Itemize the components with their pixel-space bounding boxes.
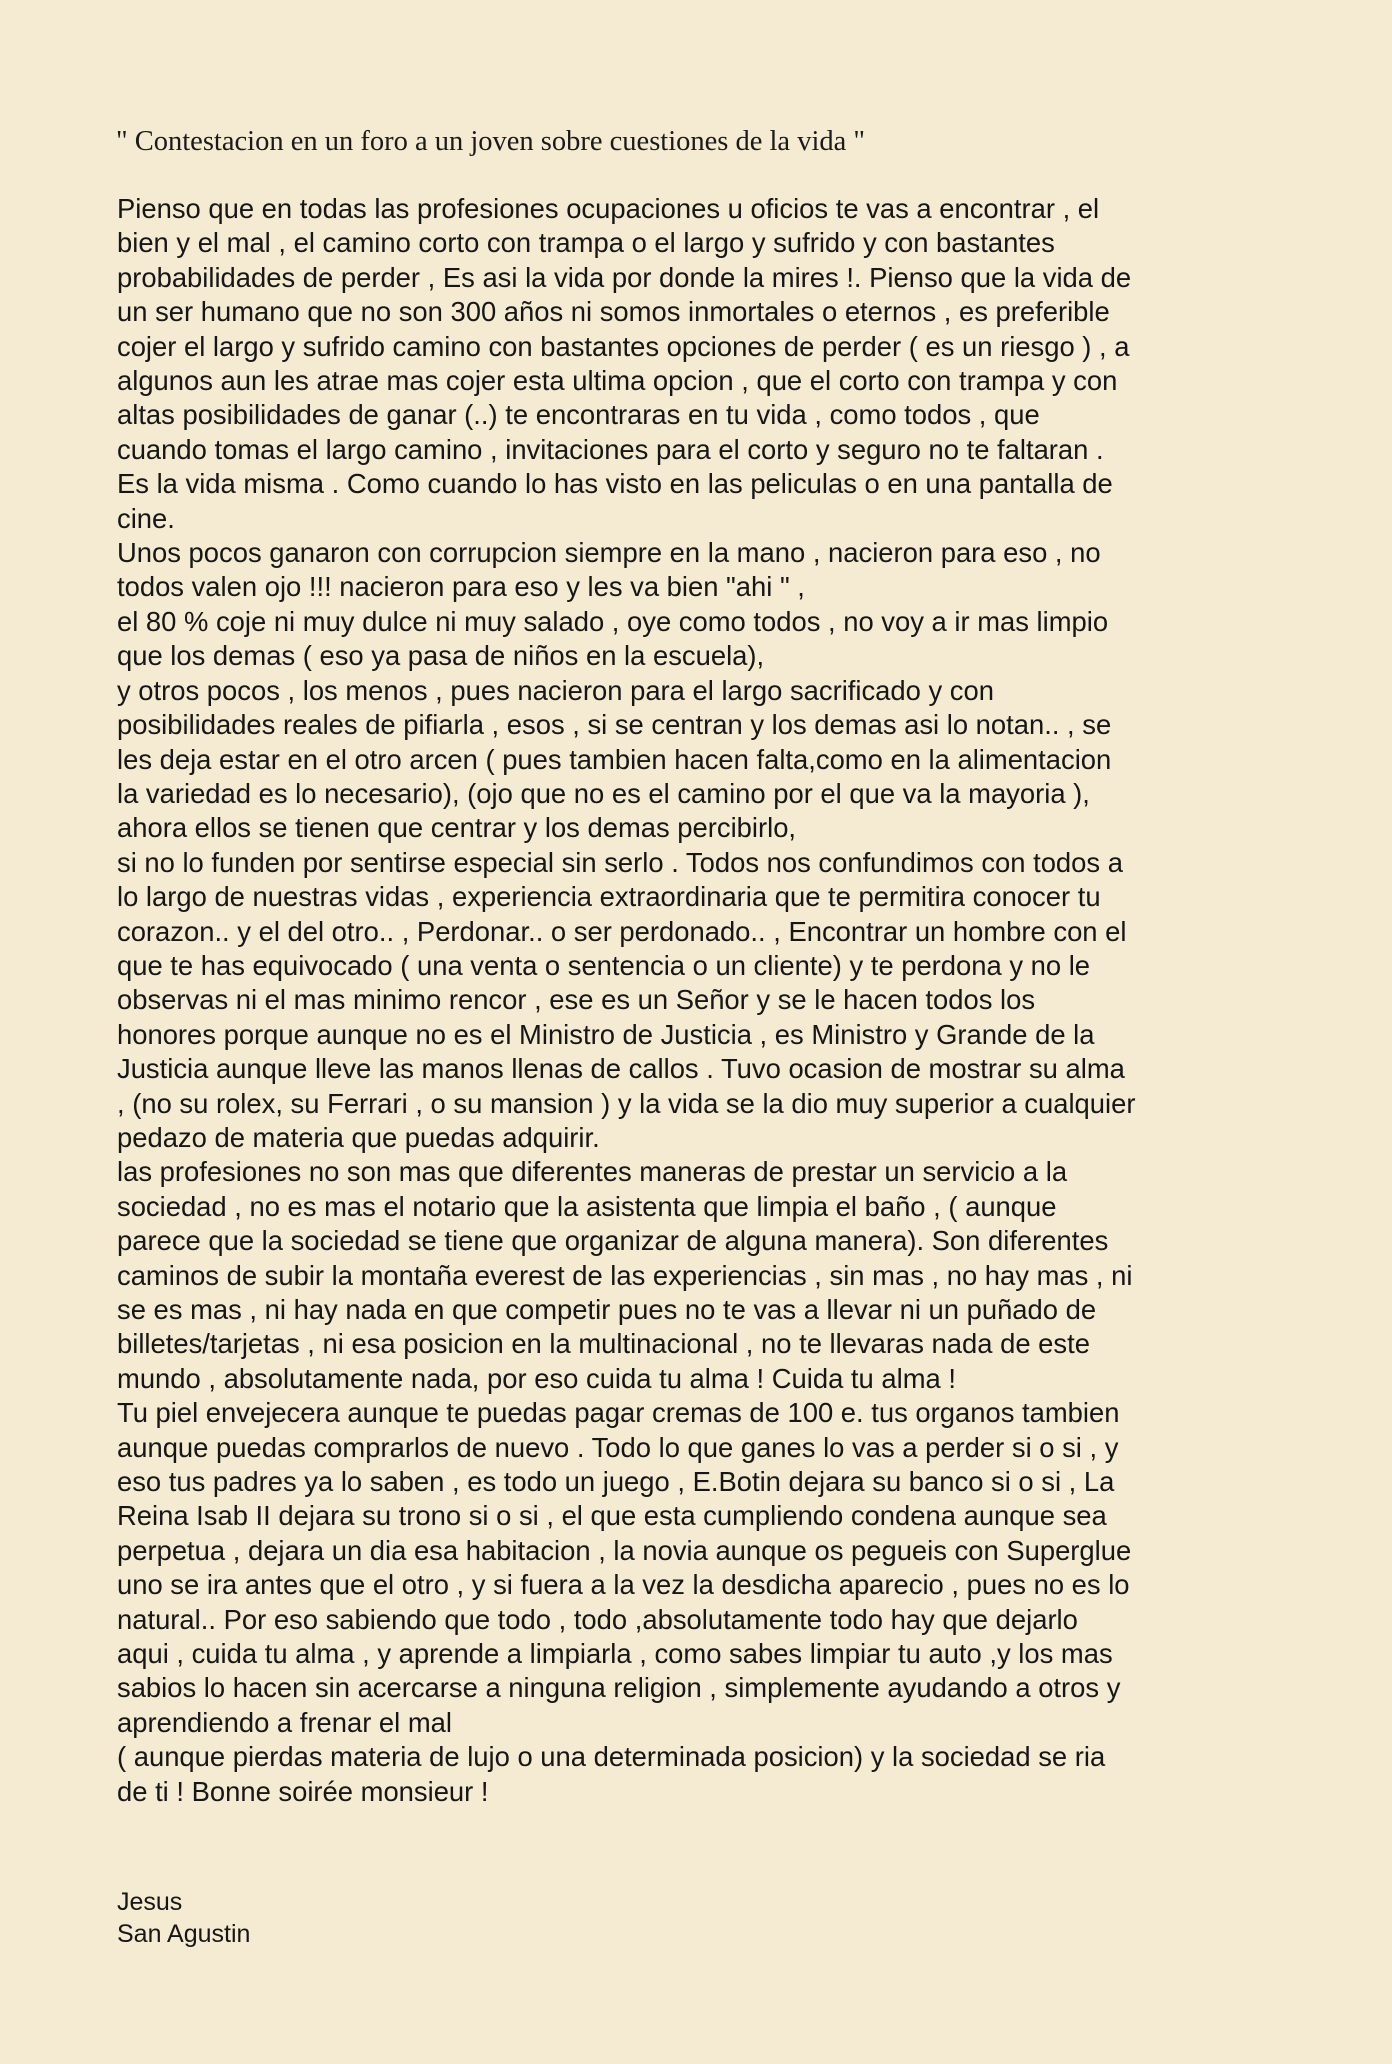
body-line: la variedad es lo necesario), (ojo que no es el camino por el que va la mayoria ), bbox=[117, 777, 1090, 809]
body-line: Pienso que en todas las profesiones ocupaciones u oficios te vas a encontrar , el bbox=[117, 193, 1100, 224]
body-line: honores porque aunque no es el Ministro de Justicia , es Ministro y Grande de la bbox=[117, 1018, 1095, 1050]
body-line: lo largo de nuestras vidas , experiencia extraordinaria que te permitira conocer tu bbox=[117, 881, 1101, 913]
body-line: perpetua , dejara un dia esa habitacion , la novia aunque os pegueis con Superglue bbox=[117, 1534, 1132, 1566]
body-line: Justicia aunque lleve las manos llenas de callos . Tuvo ocasion de mostrar su alma bbox=[117, 1053, 1125, 1085]
body-line: que los demas ( eso ya pasa de niños en la escuela), bbox=[117, 640, 765, 672]
body-line: posibilidades reales de pifiarla , esos , si se centran y los demas asi lo notan.. , se bbox=[117, 709, 1112, 741]
body-line: observas ni el mas minimo rencor , ese es un Señor y se le hacen todos los bbox=[117, 984, 1036, 1016]
body-line: Es la vida misma . Como cuando lo has visto en las peliculas o en una pantalla de bbox=[117, 468, 1113, 500]
signature-name: Jesus bbox=[117, 1888, 183, 1916]
body-line: todos valen ojo !!! nacieron para eso y les va bien "ahi " , bbox=[117, 571, 805, 603]
body-line: aqui , cuida tu alma , y aprende a limpiarla , como sabes limpiar tu auto ,y los mas bbox=[117, 1638, 1113, 1670]
signature-place: San Agustin bbox=[117, 1920, 251, 1948]
body-line: Unos pocos ganaron con corrupcion siempre en la mano , nacieron para eso , no bbox=[117, 537, 1101, 569]
body-line: cine. bbox=[117, 502, 175, 534]
body-line: algunos aun les atrae mas cojer esta ultima opcion , que el corto con trampa y con bbox=[117, 365, 1118, 397]
body-line: ahora ellos se tienen que centrar y los demas percibirlo, bbox=[117, 812, 797, 844]
body-line: de ti ! Bonne soirée monsieur ! bbox=[117, 1775, 489, 1807]
body-line: parece que la sociedad se tiene que organizar de alguna manera). Son diferentes bbox=[117, 1225, 1109, 1257]
body-line: cuando tomas el largo camino , invitaciones para el corto y seguro no te faltaran . bbox=[117, 433, 1104, 465]
document-body bbox=[117, 192, 1387, 1809]
body-line: Reina Isab II dejara su trono si o si , el que esta cumpliendo condena aunque sea bbox=[117, 1500, 1107, 1532]
body-line: cojer el largo y sufrido camino con bastantes opciones de perder ( es un riesgo ) , a bbox=[117, 330, 1130, 362]
body-line: aunque puedas comprarlos de nuevo . Todo lo que ganes lo vas a perder si o si , y bbox=[117, 1431, 1119, 1463]
body-line: , (no su rolex, su Ferrari , o su mansion ) y la vida se la dio muy superior a cualquier bbox=[117, 1087, 1136, 1119]
body-line: Tu piel envejecera aunque te puedas pagar cremas de 100 e. tus organos tambien bbox=[117, 1397, 1120, 1429]
body-line: corazon.. y el del otro.. , Perdonar.. o ser perdonado.. , Encontrar un hombre con el bbox=[117, 915, 1127, 947]
body-line: caminos de subir la montaña everest de las experiencias , sin mas , no hay mas , ni bbox=[117, 1259, 1133, 1291]
body-line: un ser humano que no son 300 años ni somos inmortales o eternos , es preferible bbox=[117, 296, 1110, 328]
body-line: eso tus padres ya lo saben , es todo un juego , E.Botin dejara su banco si o si , La bbox=[117, 1466, 1115, 1498]
body-line: si no lo funden por sentirse especial sin serlo . Todos nos confundimos con todos a bbox=[117, 846, 1123, 878]
body-line: bien y el mal , el camino corto con trampa o el largo y sufrido y con bastantes bbox=[117, 227, 1055, 259]
body-line: se es mas , ni hay nada en que competir pues no te vas a llevar ni un puñado de bbox=[117, 1294, 1097, 1325]
body-line: y otros pocos , los menos , pues nacieron para el largo sacrificado y con bbox=[117, 674, 994, 706]
body-line: sabios lo hacen sin acercarse a ninguna religion , simplemente ayudando a otros y bbox=[117, 1672, 1121, 1704]
document-title: " Contestacion en un foro a un joven sobre cuestiones de la vida " bbox=[116, 126, 866, 157]
body-line: el 80 % coje ni muy dulce ni muy salado , oye como todos , no voy a ir mas limpio bbox=[117, 605, 1109, 637]
body-line: les deja estar en el otro arcen ( pues tambien hacen falta,como en la alimentacion bbox=[117, 743, 1112, 775]
body-line: uno se ira antes que el otro , y si fuera a la vez la desdicha aparecio , pues no es lo bbox=[117, 1569, 1130, 1601]
body-line: ( aunque pierdas materia de lujo o una determinada posicion) y la sociedad se ria bbox=[117, 1741, 1106, 1773]
body-line: sociedad , no es mas el notario que la asistenta que limpia el baño , ( aunque bbox=[117, 1190, 1057, 1222]
body-line: que te has equivocado ( una venta o sentencia o un cliente) y te perdona y no le bbox=[117, 949, 1091, 981]
body-line: billetes/tarjetas , ni esa posicion en la multinacional , no te llevaras nada de este bbox=[117, 1328, 1090, 1360]
body-line: probabilidades de perder , Es asi la vida por donde la mires !. Pienso que la vida de bbox=[117, 261, 1132, 293]
body-line: las profesiones no son mas que diferentes maneras de prestar un servicio a la bbox=[117, 1156, 1068, 1188]
signature-block bbox=[117, 1886, 250, 1950]
body-line: pedazo de materia que puedas adquirir. bbox=[117, 1121, 600, 1153]
body-line: natural.. Por eso sabiendo que todo , todo ,absolutamente todo hay que dejarlo bbox=[117, 1603, 1078, 1635]
body-line: altas posibilidades de ganar (..) te encontraras en tu vida , como todos , que bbox=[117, 399, 1040, 431]
body-line: mundo , absolutamente nada, por eso cuida tu alma ! Cuida tu alma ! bbox=[117, 1362, 956, 1394]
body-line: aprendiendo a frenar el mal bbox=[117, 1706, 452, 1738]
